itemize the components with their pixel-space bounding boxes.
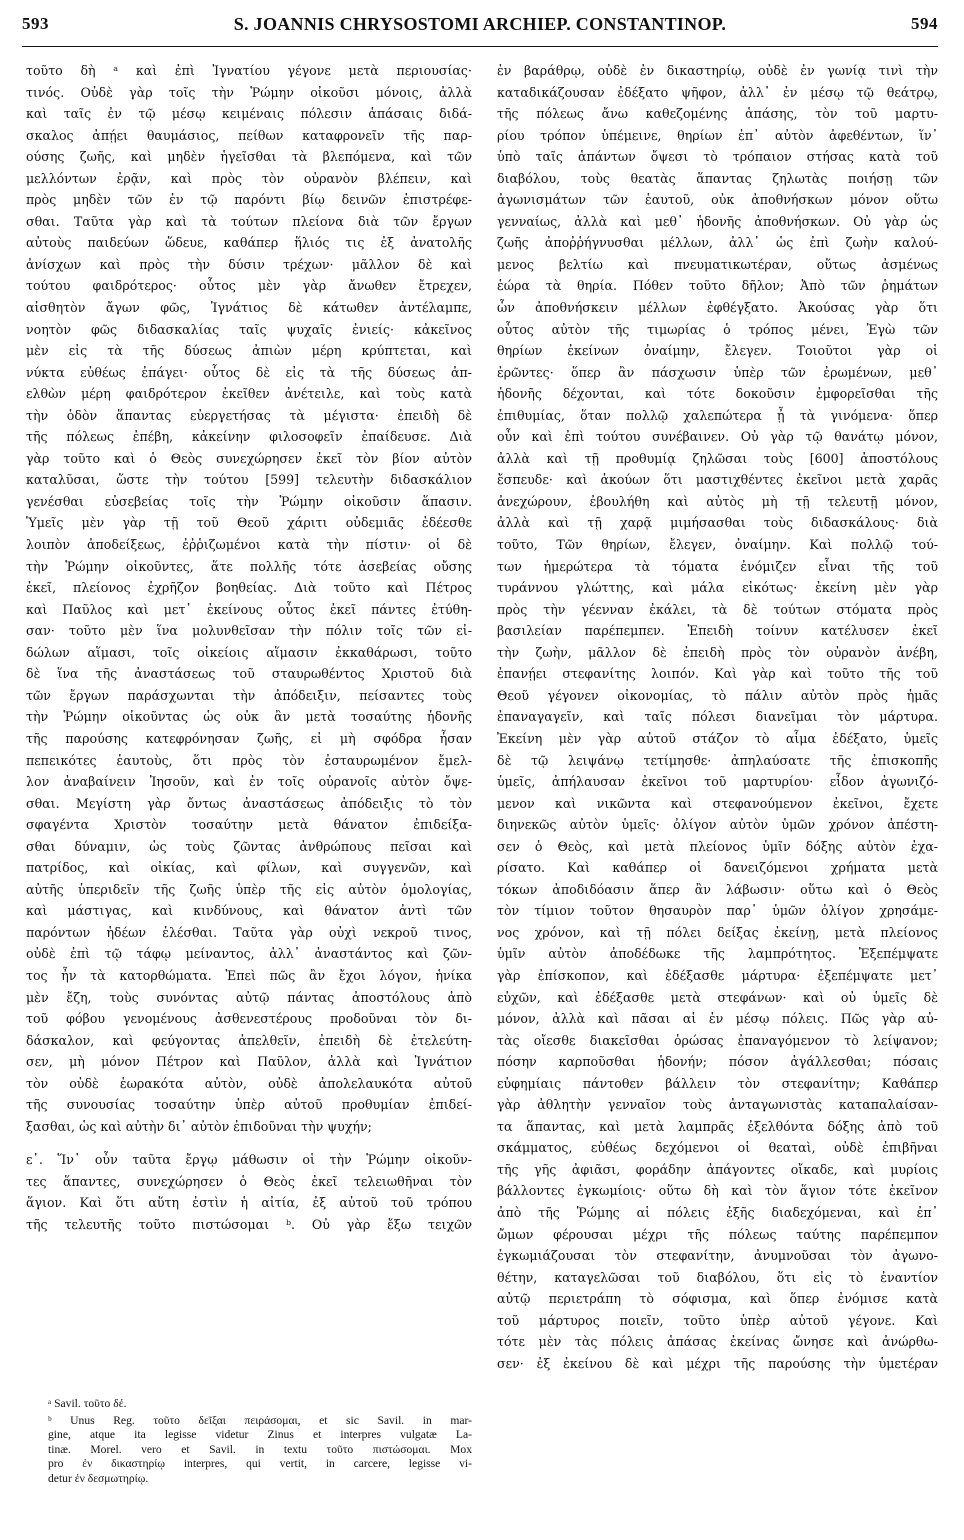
text-line: πρὸς μηδὲν τῶν ἐν τῷ παρόντι βίῳ δεινῶν ἐπιστρέφε- [26, 192, 472, 208]
text-line: ζωῆς ἀποῤῥήγνυσθαι μέλλων, ἀλλ᾽ ὡς ἐπὶ ζωὴν καλού- [497, 235, 938, 251]
text-line: τοῦ φόβου γενομένους ἀσθενεστέρους προδοῦναι τὸν δι- [26, 1011, 472, 1027]
text-line: ἐγκωμιάζουσαι τὸν στεφανίτην, ἀνυμνοῦσαι τὸν ἀγωνο- [497, 1248, 938, 1264]
text-line: εὐφημίαις πάντοθεν βάλλειν τὸν στεφανίτην; Καθάπερ [497, 1075, 938, 1091]
text-line: τῆς συνουσίας τοσαύτην ὑπὲρ αὐτοῦ προθυμίαν ἐπιδεί- [26, 1097, 472, 1113]
text-line: ἀλλὰ καὶ τῇ προθυμίᾳ ζηλῶσαι τοὺς [600] ἀποστόλους [497, 450, 938, 466]
text-line: τυράννου γλώττης, καὶ μάλα εἰκότως· ἐκείνη μὲν γὰρ [497, 580, 938, 596]
text-line: γὰρ τοῦτο καὶ ὁ Θεὸς συνεχώρησεν ἐκεῖ τὸν βίον αὐτὸν [26, 450, 472, 466]
text-line: δάσκαλον, καὶ φεύγοντας ἀπελθεῖν, ἐπειδὴ δὲ ἐτελεύτη- [26, 1032, 472, 1048]
text-line: διαβόλου, τοὺς θεατὰς ἅπαντας ζηλωτὰς ποιήσῃ τῶν [497, 170, 938, 186]
page-number-left: 593 [22, 14, 49, 33]
right-column [497, 60, 938, 1374]
left-column [26, 60, 472, 1236]
text-line: αὐτῆς ὑπεριδεῖν τῆς ζωῆς ὑπὲρ τῆς εἰς αὐτὸν ὁμολογίας, [26, 881, 472, 897]
text-line: τὴν Ῥώμην οἰκοῦντας ὡς οὐκ ἂν μετὰ τοσαύτης ἡδονῆς [26, 709, 472, 725]
text-line: βάλλοντες ἐγκωμίοις· οὕτω δὴ καὶ τὸν ἅγιον τότε ἐκεῖνον [497, 1183, 938, 1199]
text-line: θηρίων ἐκείνων ὀναίμην, ἔλεγεν. Τοιοῦτοι γὰρ οἱ [497, 343, 938, 359]
text-line: τὸν τίμιον τοῦτον θησαυρὸν παρ᾽ ὑμῶν ὀλίγον χρησάμε- [497, 903, 938, 919]
text-line: νοητὸν φῶς διδασκαλίας ταῖς ψυχαῖς ἐνιείς· κἀκεῖνος [26, 321, 472, 337]
text-line: τῆς παρούσης κατεφρόνησαν ζωῆς, εἰ μὴ σφόδρα ἦσαν [26, 730, 472, 746]
text-line: βασιλείαν παρέπεμπεν. Ἐπειδὴ τοίνυν κατέλυσεν ἐκεῖ [497, 623, 938, 639]
text-line: ἐπανῄει στεφανίτης λοιπόν. Καὶ γὰρ καὶ τοῦτο τῆς τοῦ [497, 666, 938, 682]
text-line: διηνεκῶς αὐτὸν ὑμεῖς· ὀλίγον αὐτὸν ὑμῶν χρόνον ἀπέστη- [497, 817, 938, 833]
text-line: πατρίδος, καὶ οἰκίας, καὶ φίλων, καὶ συγγενῶν, καὶ [26, 860, 472, 876]
text-line: σαν· τοῦτο μὲν ἵνα μολυνθεῖσαν τὴν πόλιν τοῖς τῶν εἰ- [26, 623, 472, 639]
text-line: αἰσθητὸν ἄγων φῶς, Ἰγνάτιος δὲ κάτωθεν ἀντέλαμπε, [26, 300, 472, 316]
text-line: εὐχῶν, καὶ ἐδέξασθε μετὰ στεφάνων· καὶ οὐ ὑμεῖς δὲ [497, 989, 938, 1005]
footnote-line: tinæ. Morel. vero et Savil. in textu τοῦτο πιστώσομαι. Mox [48, 1442, 472, 1456]
section-5-text [26, 1149, 472, 1235]
text-line: ελθὼν μέρη φαιδρότερον ἐκεῖθεν ἀνέτειλε, καὶ τοὺς κατὰ [26, 386, 472, 402]
text-line: σκαλος ἀπῄει θαυμάσιος, πείθων καταφρονεῖν τῆς παρ- [26, 127, 472, 143]
text-line: σθαι δύναμιν, ὡς τοὺς ζῶντας ἀνθρώπους πεῖσαι καὶ [26, 838, 472, 854]
text-line: πεπεικότες ἑαυτοὺς, ὅτι πρὸς τὸν ἐσταυρωμένον ἔμελ- [26, 752, 472, 768]
text-line: νύκτα εὐθέως ἐπάγει· οὗτος δὲ εἰς τὰ τῆς δύσεως ἀπ- [26, 364, 472, 380]
text-line: τὴν ζωὴν, μᾶλλον δὲ ἐπειδὴ πρὸς τὸν οὐρανὸν ἀνέβη, [497, 644, 938, 660]
text-line: λοιπὸν ἀποδείξεως, ἐῤῥιζωμένοι κατὰ τὴν πίστιν· οἱ δὲ [26, 537, 472, 553]
text-line: ἀπὸ τῆς Ῥώμης αἱ πόλεις ἐξῆς διαδεχόμεναι, καὶ ἐπ᾽ [497, 1204, 938, 1220]
text-line: τινός. Οὐδὲ γὰρ τοῖς τὴν Ῥώμην οἰκοῦσι μόνοις, ἀλλὰ [26, 84, 472, 100]
text-line: σεν ὁ Θεὸς, καὶ μετὰ πλείονος ὑμῖν δόξης αὐτὸν ἐχα- [497, 838, 938, 854]
text-line: ἅγιον. Καὶ ὅτι αὕτη ἐστὶν ἡ αἰτία, ἐξ αὐτοῦ τοῦ τρόπου [26, 1195, 472, 1211]
text-line: Θεοῦ γέγονεν οἰκονομίας, τὸ πάλιν αὐτὸν πρὸς ἡμᾶς [497, 687, 938, 703]
text-line: ε᾽. Ἵν᾽ οὖν ταῦτα ἔργῳ μάθωσιν οἱ τὴν Ῥώμην οἰκοῦν- [26, 1152, 472, 1168]
text-line: σεν· ἐξ ἐκείνου δὲ καὶ μέχρι τῆς παρούσης τὴν ὑμετέραν [497, 1355, 938, 1371]
text-line: ἐπαναγαγεῖν, καὶ ταῖς πόλεσι διανεῖμαι τὸν μάρτυρα. [497, 709, 938, 725]
text-line: Ἐκείνη μὲν γὰρ αὐτοῦ στάζον τὸ αἷμα ἐδέξατο, ὑμεῖς [497, 730, 938, 746]
text-line: δώλων αἵμασι, τοῖς οἰκείοις αἵμασιν ἐκκαθάρωσι, τοῦτο [26, 644, 472, 660]
left-column-text [26, 60, 472, 1137]
text-line: τῆς τελευτῆς τοῦτο πιστώσομαι ᵇ. Οὐ γὰρ ἔξω τειχῶν [26, 1216, 472, 1232]
text-line: ὑπὸ ταῖς ἁπάντων ὄψεσι τὸ τρόπαιον στήσας κατὰ τοῦ [497, 149, 938, 165]
text-line: των ἡμερώτερα τὰ τόματα ἐνόμιζεν εἶναι τῆς τοῦ [497, 558, 938, 574]
text-line: ὧν ἀποθνήσκειν μέλλων ἐφθέγξατο. Ἀκούσας γὰρ ὅτι [497, 300, 938, 316]
text-line: ὤμων φέρουσαι μέχρι τῆς πόλεως ταύτης παρέπεμπον [497, 1226, 938, 1242]
text-line: καὶ μάστιγας, καὶ κινδύνους, καὶ θάνατον ἀντὶ τῶν [26, 903, 472, 919]
text-line: νος χρόνον, καὶ τῇ πόλει δείξας ἐκείνῃ, μετὰ πλείονος [497, 924, 938, 940]
text-line: καταδικάζουσαν ἐδέξατο ψῆφον, ἀλλ᾽ ἐν μέσῳ τῷ θεάτρῳ, [497, 84, 938, 100]
text-line: μελλόντων ἐρᾷν, καὶ πρὸς τὸν οὐρανὸν βλέπειν, καὶ [26, 170, 472, 186]
text-line: οὖν καὶ ἐπὶ τούτου συνέβαινεν. Οὐ γὰρ τῷ θανάτῳ μόνον, [497, 429, 938, 445]
text-line: μὲν εἰς τὰ τῆς δύσεως ἀπιὼν μέρη κρύπτεται, καὶ [26, 343, 472, 359]
text-line: Ὑμεῖς μὲν γὰρ τῇ τοῦ Θεοῦ χάριτι οὐδεμιᾶς ἐδέεσθε [26, 515, 472, 531]
text-line: ἡδονῆς δέχονται, καὶ τότε δοκοῦσιν ἐμφορεῖσθαι τῆς [497, 386, 938, 402]
text-line: τὰς οἴεσθε διακεῖσθαι ὁρώσας ἐπαναγόμενον τὸ λείψανον; [497, 1032, 938, 1048]
text-line: τούτου φαιδρότερος· οὗτος μὲν γὰρ ἄνωθεν ἔτρεχεν, [26, 278, 472, 294]
text-line: πόσην καρποῦσθαι ἡδονήν; πόσον ἀγάλλεσθαι; πόσαις [497, 1054, 938, 1070]
text-line: μενον καὶ νικῶντα καὶ στεφανούμενον ἐκεῖνοι, ἔχετε [497, 795, 938, 811]
text-line: ἐν βαράθρῳ, οὐδὲ ἐν δικαστηρίῳ, οὐδὲ ἐν γωνίᾳ τινὶ τὴν [497, 63, 938, 78]
text-line: τὴν Ῥώμην οἰκοῦντες, ἅτε πολλῆς τότε ἀσεβείας οὔσης [26, 558, 472, 574]
text-line: σφαγέντα Χριστὸν τοσαύτην μετὰ θάνατον ἐπιδείξα- [26, 817, 472, 833]
text-line: τότε μὲν τὰς πόλεις ἁπάσας ἐκείνας ὤνησε καὶ ἀνώρθω- [497, 1334, 938, 1350]
text-line: μόνον, ἀλλὰ καὶ πᾶσαι αἱ ἐν μέσῳ πόλεις. Πῶς γὰρ αὐ- [497, 1011, 938, 1027]
text-line: ἐπιθυμίας, ὅταν πολλῷ χαλεπώτερα ᾖ τὰ γινόμενα· ὅπερ [497, 407, 938, 423]
text-line: αὐτῷ περιετράπη τὸ σόφισμα, καὶ ὅπερ ἐνόμισε κατὰ [497, 1291, 938, 1307]
text-line: τοῦτο, Τῶν θηρίων, ἔλεγεν, ὀναίμην. Καὶ πολλῷ τού- [497, 537, 938, 553]
right-column-text [497, 60, 938, 1374]
text-line: ἀλλὰ καὶ τῇ χαρᾷ μιμήσασθαι τοὺς διδασκάλους· διὰ [497, 515, 938, 531]
text-line: καταλῦσαι, ὥστε τὴν τούτου [599] τελευτὴν διδασκάλιον [26, 472, 472, 488]
text-line: γενέσθαι εὐσεβείας τοῖς τὴν Ῥώμην οἰκοῦσιν ἅπασιν. [26, 493, 472, 509]
text-line: καὶ Παῦλος καὶ μετ᾽ ἐκείνους οὗτος ἐκεῖ πάντες ἐτύθη- [26, 601, 472, 617]
text-line: δὲ ἵνα τῆς ἀναστάσεως τοῦ σταυρωθέντος Χριστοῦ διὰ [26, 666, 472, 682]
text-line: ἀνίσχων καὶ πρὸς τὴν δύσιν τρέχων· μᾶλλον δὲ καὶ [26, 256, 472, 272]
text-line: μενος βελτίω καὶ πνευματικωτέραν, οὕτως ἀσμένως [497, 256, 938, 272]
text-line: ἀγωνισμάτων τῶν ἑαυτοῦ, οὐκ ἀποθνήσκων μόνον οὕτω [497, 192, 938, 208]
text-line: ἔσπευδε· καὶ ἀκούων ὅτι μαστιχθέντες ἐκεῖνοι μετὰ χαρᾶς [497, 472, 938, 488]
text-line: τῆς πόλεως ἄνω καθεζομένης ἁπάσης, τὸν τοῦ μαρτυ- [497, 106, 938, 122]
text-line: τα ἅπαντας, καὶ μετὰ λαμπρᾶς ἐξελθόντα δόξης ἀπὸ τοῦ [497, 1118, 938, 1134]
text-line: ούσης ζωῆς, καὶ μηδὲν ἡγεῖσθαι τὰ βλεπόμενα, καὶ τῶν [26, 149, 472, 165]
text-line: τες ἅπαντες, συνεχώρησεν ὁ Θεὸς ἐκεῖ τελειωθῆναι τὸν [26, 1173, 472, 1189]
text-line: τῆς πόλεως ἐπέβη, κἀκείνην φιλοσοφεῖν ἐπαίδευσε. Διὰ [26, 429, 472, 445]
text-line: καὶ ταῖς ἐν τῷ μέσῳ κειμέναις πόλεσιν ἁπάσαις διδά- [26, 106, 472, 122]
footnote-line: detur ἐν δεσμωτηρίῳ. [48, 1471, 149, 1485]
text-line: τος ἦν τὰ κατορθώματα. Ἐπεὶ πῶς ἂν ἔχοι λόγον, ἡνίκα [26, 967, 472, 983]
text-line: σθαι. Μεγίστη γὰρ ὄντως ἀναστάσεως ἀπόδειξις τὸ τὸν [26, 795, 472, 811]
text-line: παρόντων ἡδέων ἑλέσθαι. Ταῦτα γὰρ οὐχὶ νεκροῦ τινος, [26, 924, 472, 940]
text-line: ἐκεῖ, πλείονος ἐχρῆζον βοηθείας. Διὰ τοῦτο καὶ Πέτρος [26, 580, 472, 596]
text-line: τῆς γῆς ἀφιᾶσι, φοράδην ἀπάγοντες οἴκαδε, καὶ μυρίοις [497, 1161, 938, 1177]
section-gap [26, 1137, 472, 1149]
text-line: ρίου τρόπον ὑπέμεινε, θηρίων ἐπ᾽ αὐτὸν ἀφεθέντων, ἵν᾽ [497, 127, 938, 143]
text-line: ρίσατο. Καὶ καθάπερ οἱ δανειζόμενοι χρήματα μετὰ [497, 860, 938, 876]
text-line: σκάμματος, εὐθέως δεχόμενοι οἱ θεαταὶ, οὐδὲ ἐπιβῆναι [497, 1140, 938, 1156]
text-line: ὑμῖν αὐτὸν ἀποδέδωκε τῆς λαμπρότητος. Ἐξεπέμψατε [497, 946, 938, 962]
text-line: τὸν οὐδὲ ἑωρακότα αὐτὸν, οὐδὲ ἀπολελαυκότα αὐτοῦ [26, 1075, 472, 1091]
footnotes [48, 1397, 472, 1487]
text-line: τῶν ἔργων παράσχωνται τὴν ἀπόδειξιν, πείσαντες τοὺς [26, 687, 472, 703]
text-line: σθαι. Ταῦτα γὰρ καὶ τὰ τούτων πλείονα διὰ τῶν ἔργων [26, 213, 472, 229]
text-line: ὑμεῖς, ἀπήλαυσαν ἐκεῖνοι τοῦ μαρτυρίου· εἶδον ἀγωνιζό- [497, 774, 938, 790]
page-number-right: 594 [911, 14, 938, 33]
text-line: πρὸς τὴν γέενναν ἐκάλει, τὰ δὲ τούτων στόματα πρὸς [497, 601, 938, 617]
footnote-line: ᵃ Savil. τοῦτο δέ. [48, 1397, 127, 1410]
text-line: ξασθαι, ὡς καὶ αὐτὴν δι᾽ αὐτὸν ἐπιδοῦναι τὴν ψυχήν; [26, 1118, 372, 1134]
text-line: οὗτος αὐτὸν τῆς τιμωρίας ὁ τρόπος μένει, Ἐγὼ τῶν [497, 321, 938, 337]
text-line: λον ἀναβαίνειν Ἰησοῦν, καὶ ἐν τοῖς οὐρανοῖς αὐτὸν ὄψε- [26, 774, 472, 790]
text-line: τοῦτο δὴ ᵃ καὶ ἐπὶ Ἰγνατίου γέγονε μετὰ περιουσίας· [26, 63, 472, 78]
footnote-line: ᵇ Unus Reg. τοῦτο δεῖξαι πειράσομαι, et sic Savil. in mar- [48, 1413, 472, 1427]
text-line: ἐρῶντες· ὅπερ ἂν πάσχωσιν ὑπὲρ τῶν ἐρωμένων, μεθ᾽ [497, 364, 938, 380]
text-line: θέτην, καταγελῶσαι τοῦ διαβόλου, ὅτι εἰς τὸ ἐναντίον [497, 1269, 938, 1285]
running-title: S. JOANNIS CHRYSOSTOMI ARCHIEP. CONSTANTINOP. [233, 14, 727, 34]
text-line: τὴν ὁδὸν ἅπαντας εὐεργετήσας τὰ μέγιστα· ἐπειδὴ δὲ [26, 407, 472, 423]
text-line: ἀνεχώρουν, ἐβουλήθη καὶ αὐτὸς μὴ τῇ τελευτῇ μόνον, [497, 493, 938, 509]
text-line: σεν, μὴ μόνον Πέτρον καὶ Παῦλον, ἀλλὰ καὶ Ἰγνάτιον [26, 1054, 472, 1070]
text-line: γενναίως, ἀλλὰ καὶ μεθ᾽ ἡδονῆς ἀποθνήσκων. Οὐ γὰρ ὡς [497, 213, 938, 229]
page-header [22, 6, 938, 47]
text-line: ἑώρα τὰ θηρία. Πόθεν τοῦτο δῆλον; Ἀπὸ τῶν ῥημάτων [497, 278, 938, 294]
text-line: οὐδὲ ἐπὶ τῷ τάφῳ μείναντος, ἀλλ᾽ ἀναστάντος καὶ ζῶν- [26, 946, 472, 962]
text-line: μὲν ἔζη, τοὺς συνόντας αὐτῷ πάντας ἀποστόλους ἀπὸ [26, 989, 472, 1005]
text-line: αὐτοὺς παιδεύων ὥδευε, καθάπερ ἥλιός τις ἐξ ἀνατολῆς [26, 235, 472, 251]
footnote-line: pro ἐν δικαστηρίῳ interpres, qui vertit, in carcere, legisse vi- [48, 1457, 472, 1471]
text-line: δὲ τῷ λειψάνῳ τετίμησθε· ἀπηλαύσατε τῆς ἐπισκοπῆς [497, 752, 938, 768]
text-line: γὰρ ἀθλητὴν γενναῖον τοὺς ἀνταγωνιστὰς καταπαλαίσαν- [497, 1097, 938, 1113]
footnote-line: gine, atque ita legisse videtur Zinus et interpres vulgatæ La- [48, 1428, 472, 1442]
text-line: τοῦ μάρτυρος ποιεῖν, τοῦτο ὑπὲρ αὐτοῦ γέγονε. Καὶ [497, 1312, 938, 1328]
text-line: τόκων ἀποδιδόασιν ἅπερ ἂν λάβωσιν· οὕτω καὶ ὁ Θεὸς [497, 881, 938, 897]
text-line: γὰρ ἐπίσκοπον, καὶ ἐδέξασθε μάρτυρα· ἐξεπέμψατε μετ᾽ [497, 967, 938, 983]
